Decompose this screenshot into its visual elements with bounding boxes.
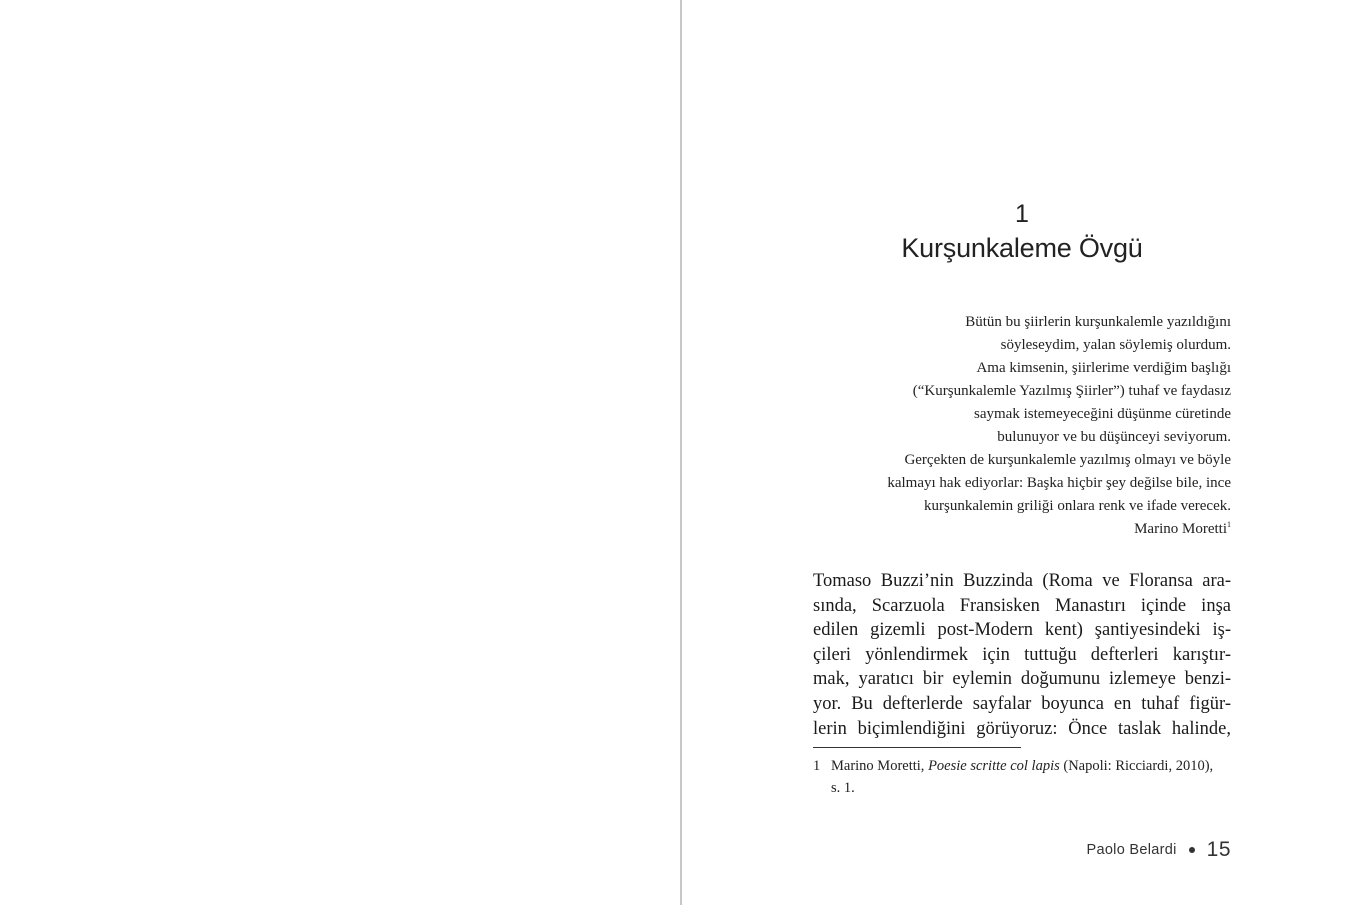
right-page [682, 0, 1362, 905]
running-footer [813, 838, 1231, 862]
body-line: edilen gizemli post-Modern kent) şantiyesindeki iş- [813, 620, 1231, 641]
epigraph-line: Gerçekten de kurşunkalemle yazılmış olmayı ve böyle [904, 452, 1231, 468]
epigraph-line: kalmayı hak ediyorlar: Başka hiçbir şey değilse bile, ince [887, 475, 1231, 491]
body-line: lerin biçimlendiğini görüyoruz: Önce taslak halinde, [813, 718, 1231, 739]
epigraph-author [813, 518, 1231, 541]
epigraph-line: kurşunkalemin griliği onlara renk ve ifade verecek. [924, 498, 1231, 514]
footer-author: Paolo Belardi [1086, 842, 1177, 858]
footnote-number: 1 [813, 758, 821, 774]
body-line: sında, Scarzuola Fransisken Manastırı içinde inşa [813, 595, 1231, 616]
epigraph-line: Bütün bu şiirlerin kurşunkalemle yazıldığını [965, 314, 1231, 330]
footnote-author: Marino Moretti, [831, 758, 929, 774]
chapter-title: Kurşunkaleme Övgü [901, 233, 1143, 263]
chapter-heading [813, 198, 1231, 266]
footnote-row [813, 755, 1231, 799]
footnote-separator [813, 747, 1021, 748]
epigraph-line: (“Kurşunkalemle Yazılmış Şiirler”) tuhaf ve faydasız [912, 383, 1231, 399]
footnote-page-ref: s. 1. [831, 780, 855, 796]
epigraph-line: Ama kimsenin, şiirlerime verdiğim başlığı [976, 360, 1231, 376]
footnote-text [831, 755, 1231, 799]
bullet-icon [1189, 847, 1195, 853]
chapter-number: 1 [1015, 200, 1029, 228]
epigraph-author-name: Marino Moretti [1134, 521, 1227, 537]
footnote-reference-mark[interactable]: 1 [1227, 520, 1231, 529]
epigraph-line: saymak istemeyeceğini düşünme cüretinde [974, 406, 1231, 422]
epigraph-line: bulunuyor ve bu düşünceyi seviyorum. [997, 429, 1231, 445]
epigraph [813, 311, 1231, 541]
body-paragraph [813, 569, 1231, 741]
footnote [813, 755, 1231, 799]
footnote-work-title: Poesie scritte col lapis [928, 758, 1060, 774]
body-line: Tomaso Buzzi’nin Buzzinda (Roma ve Floransa ara- [813, 571, 1231, 591]
body-line: çileri yönlendirmek için tuttuğu defterleri karıştır- [813, 644, 1231, 665]
epigraph-line: söyleseydim, yalan söylemiş olurdum. [1000, 337, 1231, 353]
footnote-details: (Napoli: Ricciardi, 2010), [1059, 758, 1214, 774]
left-page-blank [0, 0, 680, 905]
page-number: 15 [1206, 838, 1231, 861]
body-line: yor. Bu defterlerde sayfalar boyunca en tuhaf figür- [813, 693, 1231, 714]
body-line: mak, yaratıcı bir eylemin doğumunu izlemeye benzi- [813, 669, 1231, 690]
